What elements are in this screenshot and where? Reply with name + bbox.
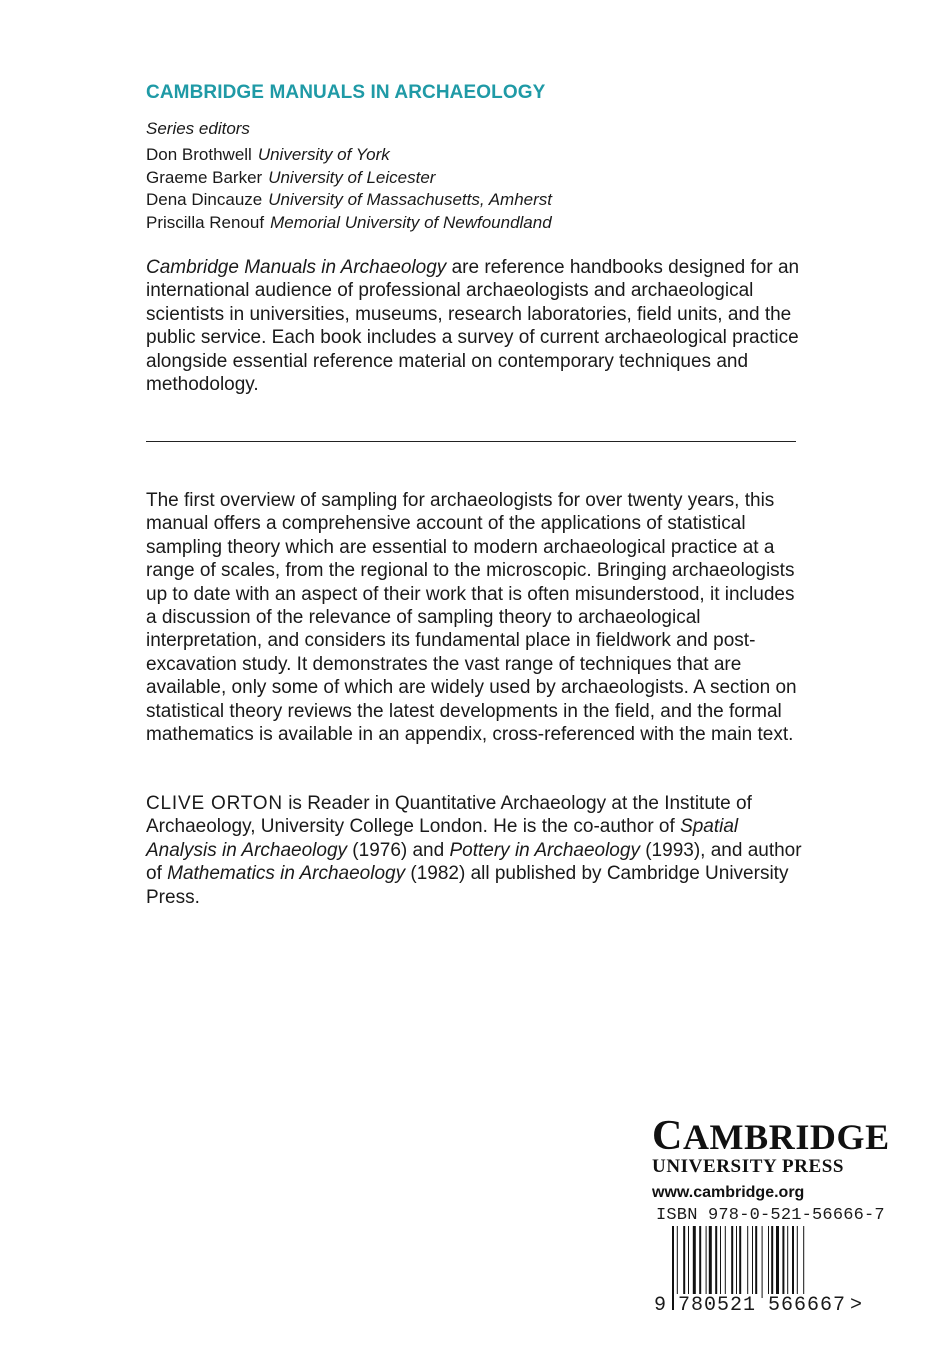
editor-name: Dena Dincauze: [146, 190, 263, 209]
barcode-bar: [699, 1226, 701, 1298]
barcode-bar: [792, 1226, 794, 1298]
barcode-digits-left: 780521: [678, 1294, 757, 1317]
series-description: [146, 256, 806, 396]
barcode-arrow: >: [850, 1294, 863, 1317]
barcode-bar: [762, 1226, 763, 1298]
barcode-bar: [776, 1226, 779, 1298]
author-bio-text: (1976) and: [347, 839, 450, 861]
publisher-subtitle: UNIVERSITY PRESS: [652, 1156, 845, 1177]
barcode-bar: [715, 1226, 717, 1298]
editor-affiliation: University of York: [257, 145, 390, 164]
editor-affiliation: Memorial University of Newfoundland: [270, 212, 552, 232]
book-title-3: Mathematics in Archaeology: [167, 863, 406, 885]
author-bio-text: (1993), and author of: [146, 839, 802, 885]
editor-name: Graeme Barker: [146, 167, 263, 187]
author-name: CLIVE ORTON: [146, 793, 283, 814]
editor-row: [146, 167, 552, 190]
editor-name: Don Brothwell: [146, 145, 252, 164]
barcode-bar: [797, 1226, 798, 1298]
section-divider: [146, 441, 796, 442]
barcode-bar: [755, 1226, 757, 1298]
author-bio-text: (1982) all published by Cambridge University Press.: [146, 863, 789, 908]
barcode-bar: [709, 1226, 712, 1298]
publisher-website: www.cambridge.org: [652, 1184, 805, 1201]
publisher-name-initial: C: [652, 1113, 683, 1159]
barcode-bar: [677, 1226, 678, 1298]
editor-name: Priscilla Renouf: [146, 212, 265, 232]
editor-row: [146, 144, 552, 167]
barcode-bar: [688, 1226, 689, 1298]
series-editors-list: [146, 144, 552, 234]
barcode-bar: [787, 1226, 788, 1298]
barcode-bar: [693, 1226, 696, 1298]
barcode-bar: [683, 1226, 685, 1298]
author-bio-text: is Reader in Quantitative Archaeology at the Institute of Archaeology, University College London. He is the co-author of: [146, 793, 752, 838]
publisher-logo: [652, 1113, 890, 1202]
barcode-bar: [768, 1226, 769, 1298]
series-editors-label: Series editors: [146, 119, 250, 138]
editor-row: [146, 189, 552, 212]
book-blurb: The first overview of sampling for archaeologists for over twenty years, this manual offers a comprehensive account of the applications of statistical sampling theory which are essential to modern archaeological practice at a range of scales, from the regional to the microscopic. Bringing archaeologists up to date with an aspect of their work that is often misunderstood, it includes a discussion of the relevance of sampling theory to archaeological interpretation, and considers its fundamental place in fieldwork and post-excavation study. It demonstrates the vast range of techniques that are available, only some of which are widely used by archaeologists. A section on statistical theory reviews the latest developments in the field, and the formal mathematics is available in an appendix, cross-referenced with the main text.: [146, 490, 797, 746]
publisher-name: [652, 1113, 890, 1159]
barcode-bar: [747, 1226, 748, 1298]
barcode-bar: [706, 1226, 707, 1298]
barcode-digit-first: 9: [654, 1294, 667, 1317]
barcode-bar: [752, 1226, 753, 1298]
series-description-title: Cambridge Manuals in Archaeology: [146, 257, 447, 278]
book-title-1: Spatial Analysis in Archaeology: [146, 816, 739, 861]
barcode-bar: [782, 1226, 784, 1298]
barcode-bar: [731, 1226, 733, 1298]
editor-affiliation: University of Leicester: [268, 167, 436, 187]
editor-row: [146, 212, 552, 235]
barcode-bar: [720, 1226, 721, 1298]
editor-affiliation: University of Massachusetts, Amherst: [268, 190, 552, 209]
series-description-text: are reference handbooks designed for an international audience of professional archaeologists and archaeological scientists in universities, museums, research laboratories, field units, and the public service. Each book includes a survey of current archaeological practice alongside essential reference material on contemporary techniques and methodology.: [146, 257, 800, 396]
barcode-bar: [725, 1226, 726, 1298]
publisher-name-rest: AMBRIDGE: [682, 1117, 890, 1157]
barcode-digits-right: 566667: [768, 1294, 847, 1317]
book-title-2: Pottery in Archaeology: [449, 839, 640, 861]
barcode-bar: [771, 1226, 773, 1298]
author-bio: [146, 792, 806, 909]
isbn-label: ISBN 978-0-521-56666-7: [656, 1206, 885, 1225]
barcode-bar: [672, 1226, 674, 1310]
series-title: CAMBRIDGE MANUALS IN ARCHAEOLOGY: [146, 82, 546, 103]
